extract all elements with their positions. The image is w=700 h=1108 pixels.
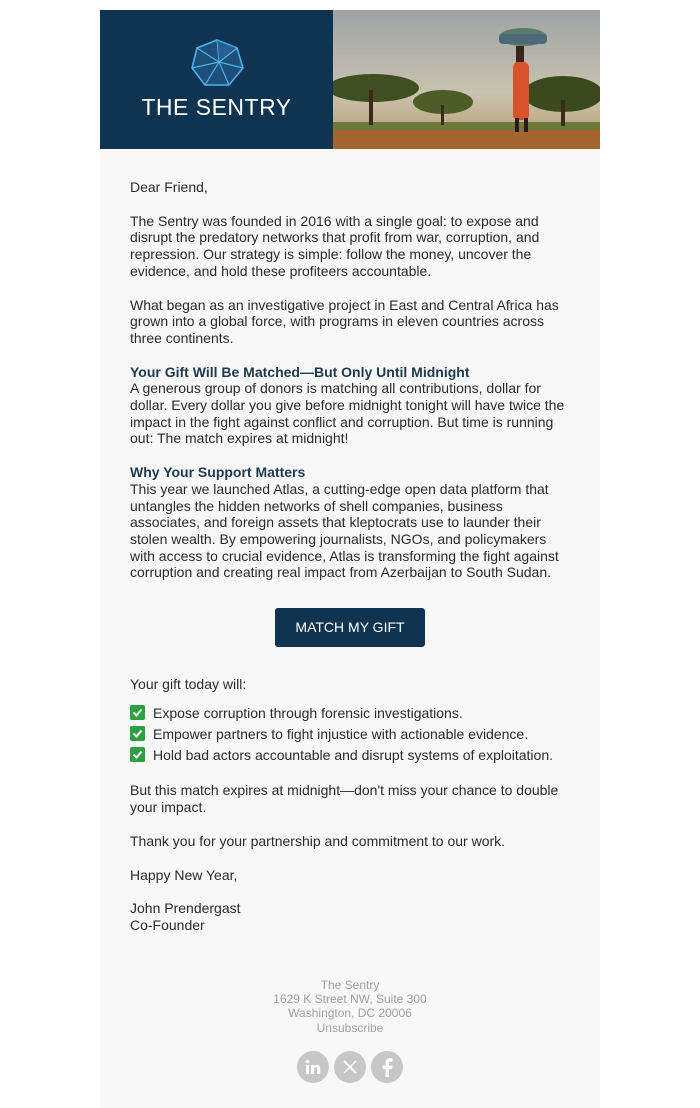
list-item: [130, 702, 570, 723]
footer-address-line1: 1629 K Street NW, Suite 300: [273, 991, 427, 1006]
check-mark-icon: [130, 747, 145, 762]
footer-org: The Sentry: [320, 977, 380, 992]
list-item-text: Expose corruption through forensic investigations.: [153, 704, 463, 721]
check-mark-icon: [130, 726, 145, 741]
closing: Happy New Year,: [130, 866, 238, 883]
intro-paragraph: The Sentry was founded in 2016 with a single goal: to expose and disrupt the predatory networks that profit from war, corruption, and repression. Our strategy is simple: follow the money, uncover the evidence, and hold these profiteers accountable.: [130, 212, 540, 279]
list-item-text: Empower partners to fight injustice with actionable evidence.: [153, 725, 529, 742]
support-heading: Why Your Support Matters: [130, 464, 306, 481]
social-links: [130, 1051, 570, 1083]
list-item-text: Hold bad actors accountable and disrupt systems of exploitation.: [153, 746, 554, 763]
greeting: Dear Friend,: [130, 179, 208, 195]
unsubscribe-link[interactable]: Unsubscribe: [316, 1020, 384, 1035]
footer-address-line2: Washington, DC 20006: [288, 1006, 412, 1021]
email-container: [100, 10, 600, 1108]
match-paragraph: A generous group of donors is matching all contributions, dollar for dollar. Every dollar you give before midnight tonight will have twice the impact in the fight against conflict and corruption. But time is running out: The match expires at midnight!: [130, 380, 565, 447]
list-item: [130, 723, 570, 744]
history-paragraph: What began as an investigative project in East and Central Africa has grown into a global force, with programs in eleven countries across three continents.: [130, 296, 559, 346]
email-body: [100, 149, 600, 1083]
email-header: [100, 10, 600, 149]
x-icon[interactable]: [334, 1051, 366, 1083]
cta-wrapper: [130, 608, 570, 647]
brand-panel[interactable]: [100, 10, 333, 149]
linkedin-icon[interactable]: [297, 1051, 329, 1083]
urgency-paragraph: But this match expires at midnight—don't miss your chance to double your impact.: [130, 782, 559, 816]
match-my-gift-button[interactable]: MATCH MY GIFT: [275, 608, 425, 647]
gift-impact-list: [130, 702, 570, 765]
signature-name: John Prendergast: [130, 900, 241, 917]
atlas-paragraph: This year we launched Atlas, a cutting-edge open data platform that untangles the hidden networks of shell companies, business associates, and foreign assets that kleptocrats use to launder their stolen wealth. By empowering journalists, NGOs, and policymakers with access to crucial evidence, Atlas is transforming the fight against corruption and creating real impact from Azerbaijan to South Sudan.: [130, 480, 559, 581]
hero-image: [333, 10, 600, 149]
thanks-paragraph: Thank you for your partnership and commitment to our work.: [130, 832, 506, 849]
facebook-icon[interactable]: [371, 1051, 403, 1083]
brand-name: THE SENTRY: [141, 94, 292, 120]
list-item: [130, 744, 570, 765]
signature-title: Co-Founder: [130, 916, 205, 933]
sentry-logo-icon: [189, 38, 245, 88]
match-heading: Your Gift Will Be Matched—But Only Until Midnight: [130, 363, 470, 380]
list-intro: Your gift today will:: [130, 675, 247, 692]
email-footer: [130, 978, 570, 1083]
check-mark-icon: [130, 705, 145, 720]
